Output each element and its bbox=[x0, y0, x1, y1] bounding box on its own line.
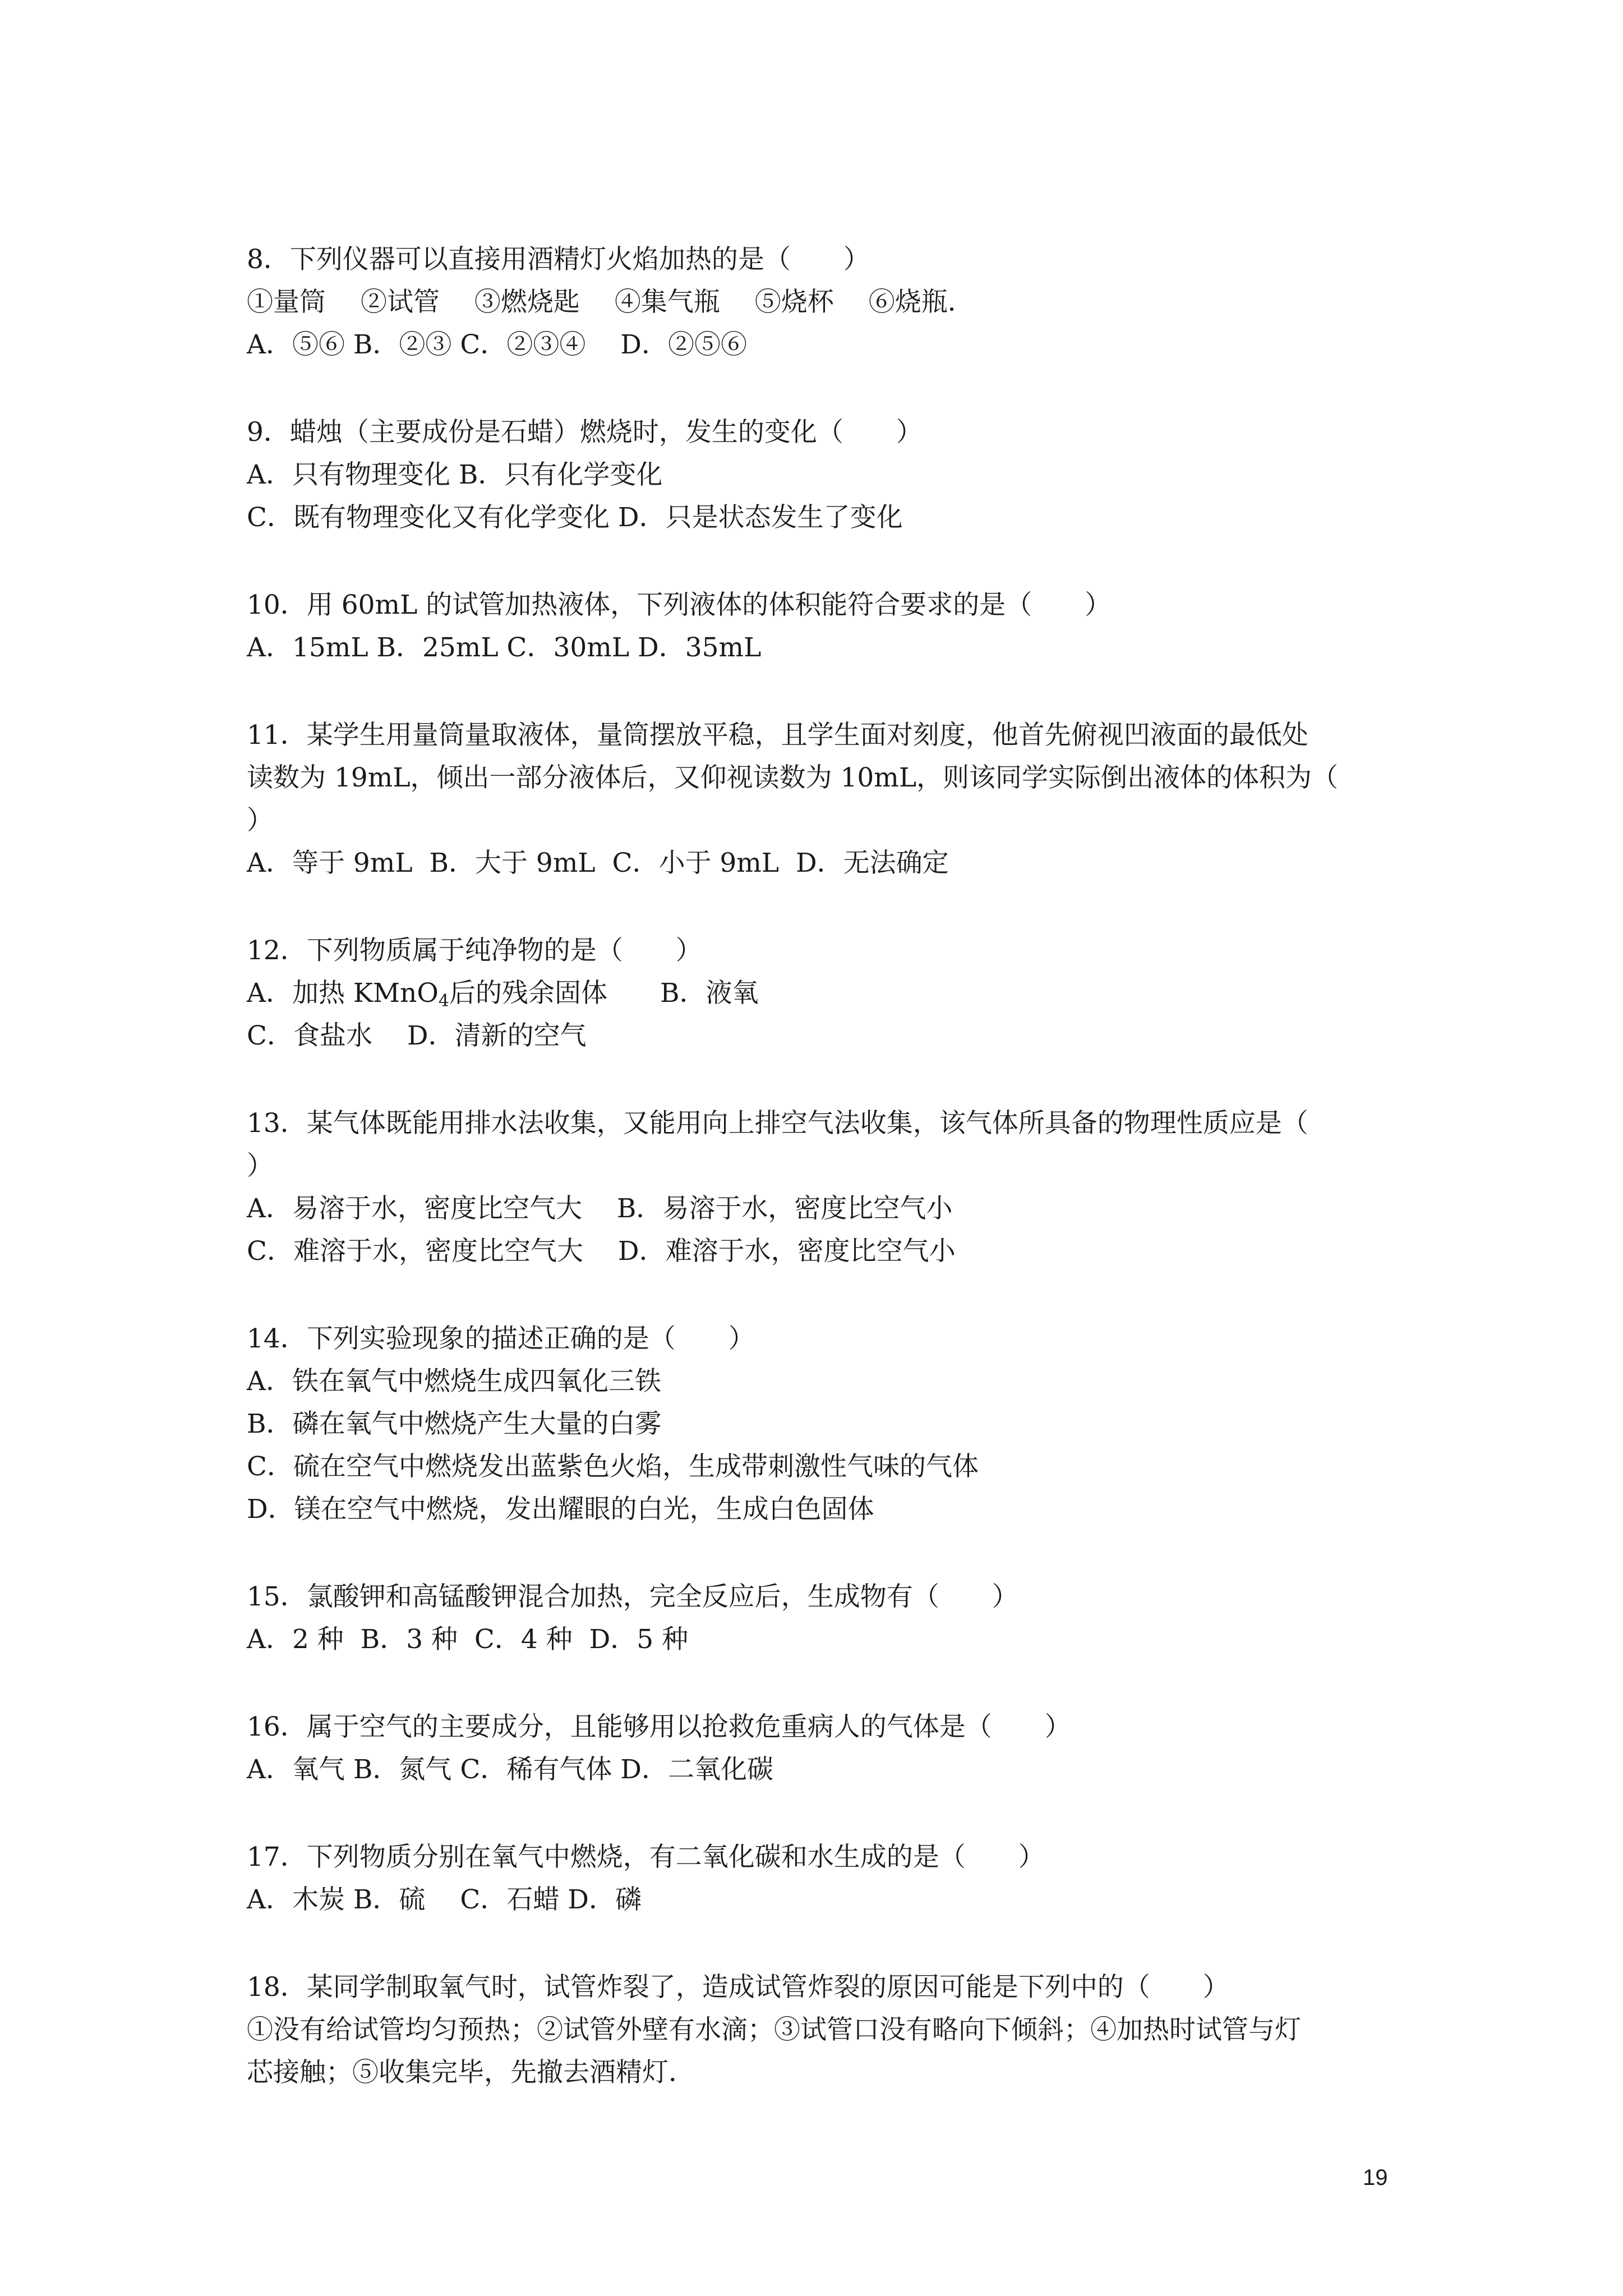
question-options-list-continued: 芯接触；⑤收集完毕，先撤去酒精灯． bbox=[247, 2057, 695, 2088]
question-14 bbox=[247, 1318, 1399, 1531]
question-stem: 13．某气体既能用排水法收集，又能用向上排空气法收集，该气体所具备的物理性质应是（ bbox=[247, 1108, 1308, 1139]
answer-choices: A．只有物理变化 B．只有化学变化 bbox=[247, 459, 663, 490]
question-stem-continued: ） bbox=[247, 1151, 273, 1181]
question-13 bbox=[247, 1102, 1399, 1273]
answer-choices bbox=[247, 972, 1399, 1015]
question-options-list: ①量筒 ②试管 ③燃烧匙 ④集气瓶 ⑤烧杯 ⑥烧瓶． bbox=[247, 287, 974, 318]
answer-choices: A．氧气 B．氮气 C．稀有气体 D．二氧化碳 bbox=[247, 1754, 773, 1785]
question-stem: 15．氯酸钾和高锰酸钾混合加热，完全反应后，生成物有（ ） bbox=[247, 1581, 1018, 1612]
page-number: 19 bbox=[1363, 2165, 1388, 2190]
question-12 bbox=[247, 930, 1399, 1057]
question-stem-continued: 读数为 19mL，倾出一部分液体后，又仰视读数为 10mL，则该同学实际倒出液体的体积为（ bbox=[247, 762, 1339, 793]
question-stem: 10．用 60mL 的试管加热液体，下列液体的体积能符合要求的是（ ） bbox=[247, 590, 1112, 620]
answer-choices: A．等于 9mL B．大于 9mL C．小于 9mL D．无法确定 bbox=[247, 848, 949, 878]
question-15 bbox=[247, 1576, 1399, 1661]
answer-choices: C．食盐水 D．清新的空气 bbox=[247, 1020, 587, 1051]
question-11 bbox=[247, 714, 1399, 885]
question-stem: 17．下列物质分别在氧气中燃烧，有二氧化碳和水生成的是（ ） bbox=[247, 1842, 1045, 1872]
question-18 bbox=[247, 1966, 1399, 2094]
question-16 bbox=[247, 1706, 1399, 1791]
question-stem: 9．蜡烛（主要成份是石蜡）燃烧时，发生的变化（ ） bbox=[247, 417, 923, 448]
question-stem: 14．下列实验现象的描述正确的是（ ） bbox=[247, 1323, 755, 1354]
answer-choices: A．⑤⑥ B．②③ C．②③④ D．②⑤⑥ bbox=[247, 329, 747, 360]
question-options-list: ①没有给试管均匀预热；②试管外壁有水滴；③试管口没有略向下倾斜；④加热时试管与灯 bbox=[247, 2014, 1301, 2045]
question-stem: 18．某同学制取氧气时，试管炸裂了，造成试管炸裂的原因可能是下列中的（ ） bbox=[247, 1972, 1229, 2003]
question-8 bbox=[247, 238, 1399, 366]
answer-choices: C．既有物理变化又有化学变化 D．只是状态发生了变化 bbox=[247, 502, 903, 533]
answer-choices: A．15mL B．25mL C．30mL D．35mL bbox=[247, 632, 762, 663]
answer-choices: C．难溶于水，密度比空气大 D．难溶于水，密度比空气小 bbox=[247, 1236, 956, 1267]
question-stem: 12．下列物质属于纯净物的是（ ） bbox=[247, 935, 702, 966]
question-stem: 16．属于空气的主要成分，且能够用以抢救危重病人的气体是（ ） bbox=[247, 1711, 1071, 1742]
answer-choice: A．铁在氧气中燃烧生成四氧化三铁 bbox=[247, 1366, 661, 1397]
choice-a-b-text: 后的残余固体 B．液氧 bbox=[449, 978, 759, 1009]
question-17 bbox=[247, 1836, 1399, 1921]
question-stem: 8．下列仪器可以直接用酒精灯火焰加热的是（ ） bbox=[247, 244, 870, 275]
question-stem: 11．某学生用量筒量取液体，量筒摆放平稳，且学生面对刻度，他首先俯视凹液面的最低处 bbox=[247, 720, 1308, 751]
question-stem-continued: ） bbox=[247, 805, 273, 836]
choice-a-text: A．加热 KMnO bbox=[247, 978, 439, 1009]
answer-choice: D．镁在空气中燃烧，发出耀眼的白光，生成白色固体 bbox=[247, 1494, 874, 1525]
formula-subscript: 4 bbox=[438, 991, 450, 1011]
question-9 bbox=[247, 411, 1399, 539]
answer-choices: A．2 种 B．3 种 C．4 种 D．5 种 bbox=[247, 1624, 689, 1655]
answer-choice: C．硫在空气中燃烧发出蓝紫色火焰，生成带刺激性气味的气体 bbox=[247, 1451, 979, 1482]
answer-choices: A．木炭 B．硫 C．石蜡 D．磷 bbox=[247, 1884, 642, 1915]
answer-choice: B．磷在氧气中燃烧产生大量的白雾 bbox=[247, 1409, 662, 1439]
question-10 bbox=[247, 584, 1399, 669]
answer-choices: A．易溶于水，密度比空气大 B．易溶于水，密度比空气小 bbox=[247, 1193, 953, 1224]
